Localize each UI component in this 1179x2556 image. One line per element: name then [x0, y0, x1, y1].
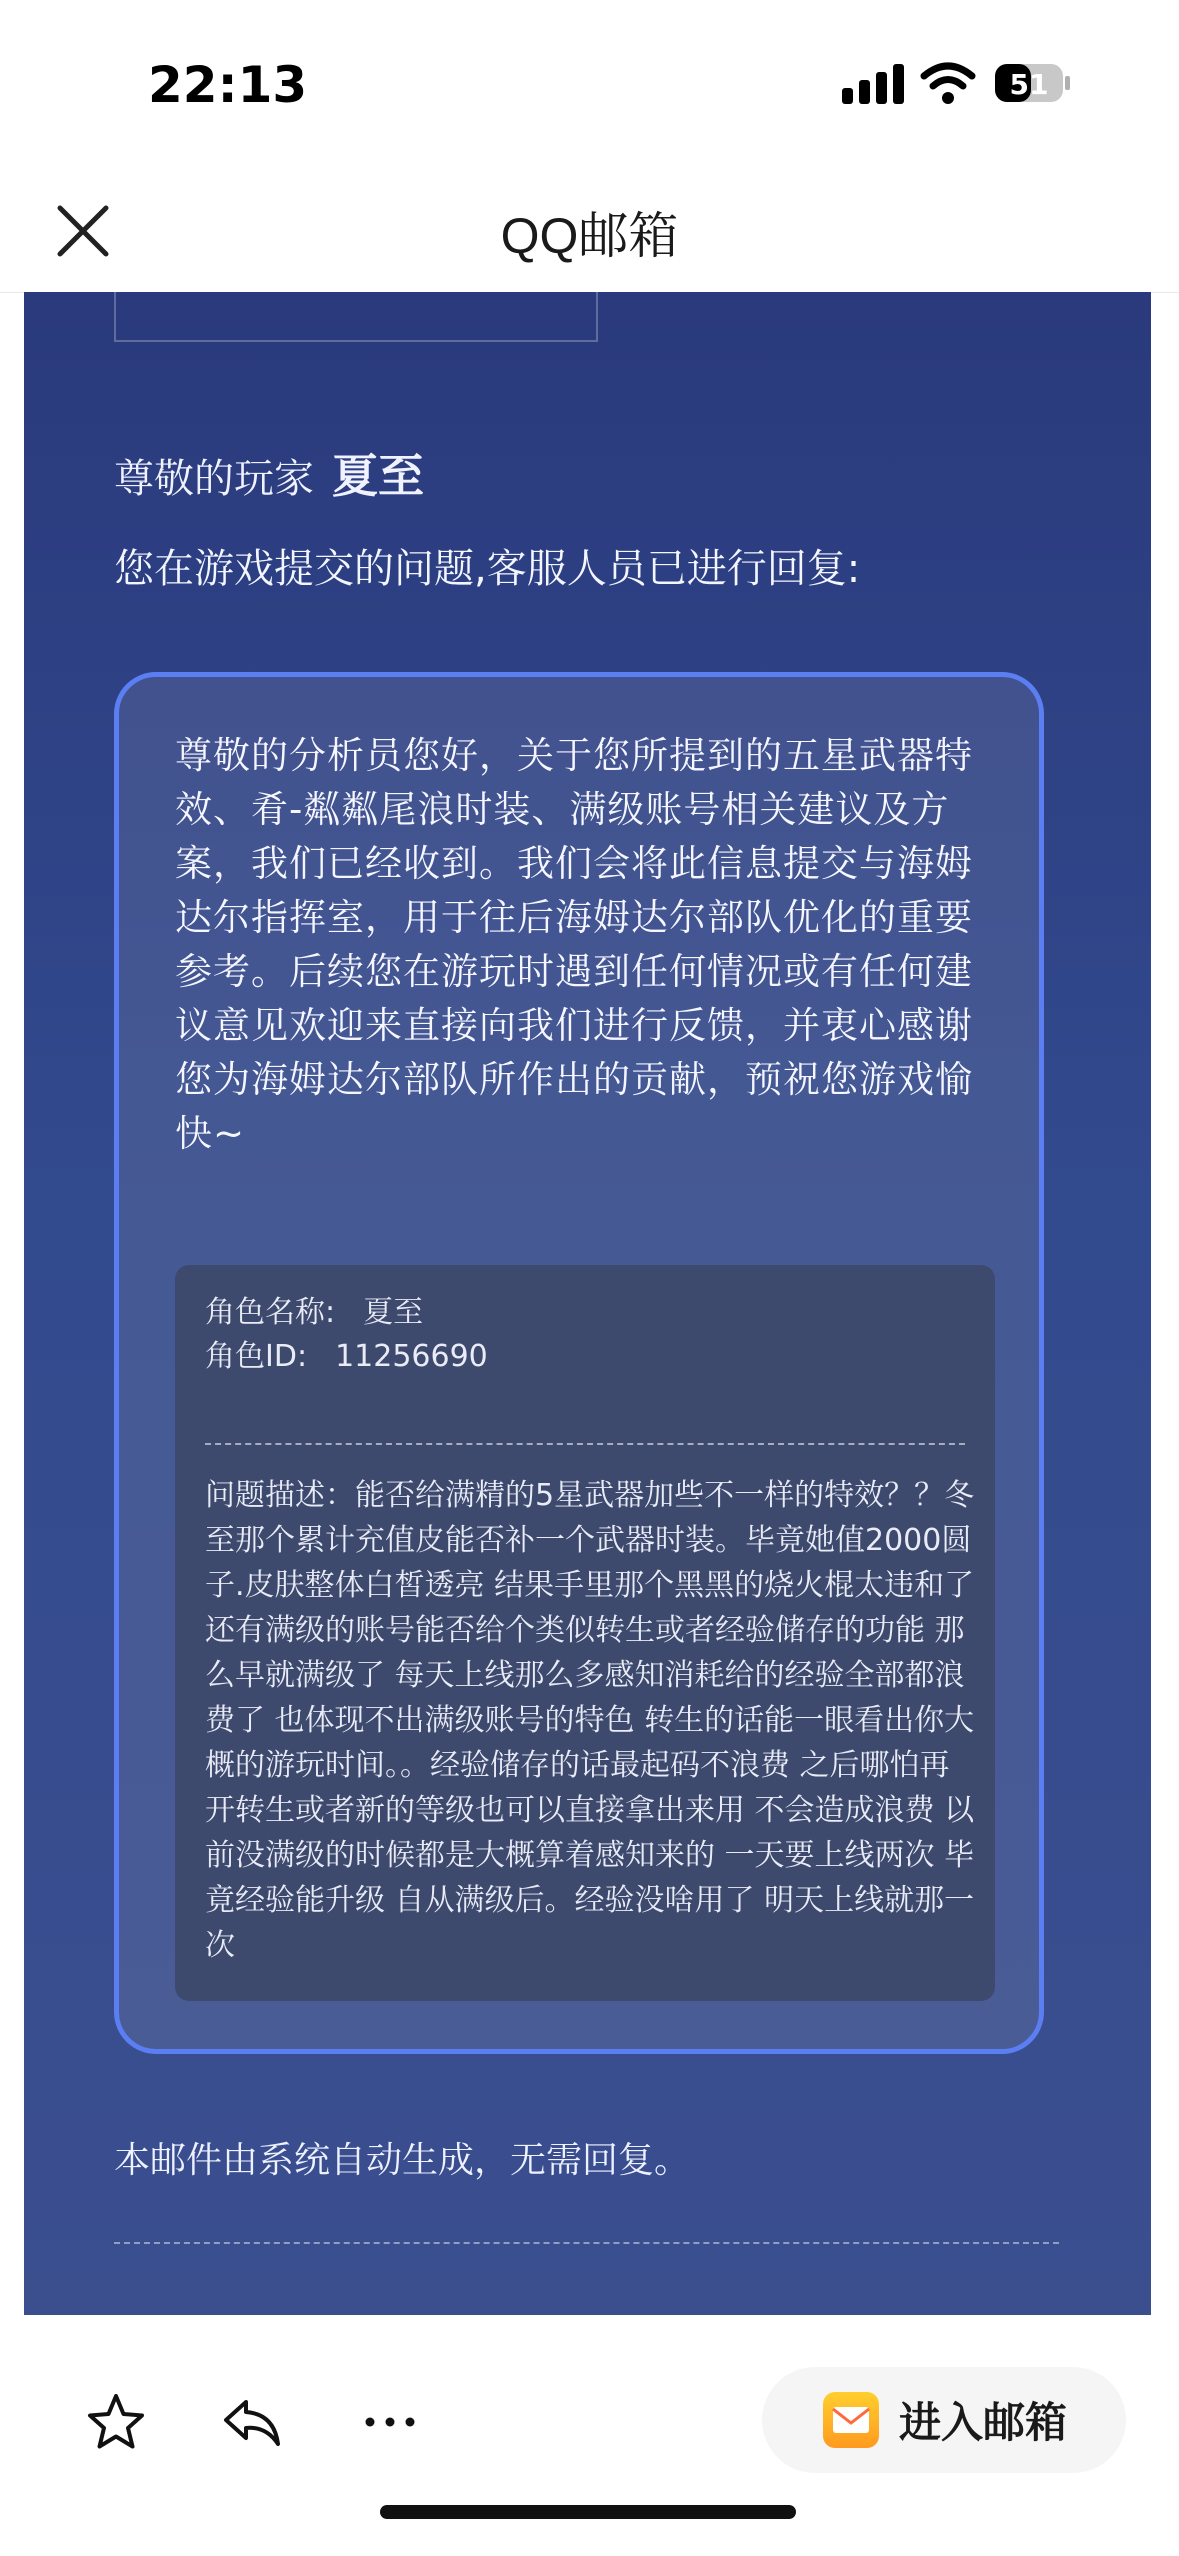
greeting-prefix: 尊敬的玩家	[114, 456, 314, 502]
banner-image-frame	[114, 292, 598, 342]
enter-mailbox-label: 进入邮箱	[898, 2398, 1067, 2447]
role-name-row	[205, 1287, 423, 1331]
role-name-value: 夏至	[363, 1295, 424, 1330]
issue-info-box	[175, 1265, 995, 2001]
more-icon[interactable]	[358, 2390, 422, 2454]
greeting	[114, 440, 424, 506]
footer-divider	[114, 2242, 1059, 2244]
battery-icon	[994, 62, 1072, 104]
reply-text: 尊敬的分析员您好，关于您所提到的五星武器特效、肴-粼粼尾浪时装、满级账号相关建议及方案，我们已经收到。我们会将此信息提交与海姆达尔指挥室，用于往后海姆达尔部队优化的重要参考。后续您在游玩时遇到任何情况或有任何建议意见欢迎来直接向我们进行反馈，并衷心感谢您为海姆达尔部队所作出的贡献，预祝您游戏愉快~	[175, 734, 973, 1155]
role-id-row	[205, 1331, 488, 1375]
wifi-icon	[920, 60, 976, 106]
bottom-toolbar	[0, 2315, 1179, 2556]
player-name: 夏至	[332, 449, 424, 503]
reply-icon[interactable]	[220, 2390, 284, 2454]
role-name-label: 角色名称:	[205, 1295, 336, 1330]
battery-level: 51	[1009, 68, 1049, 101]
star-icon[interactable]	[84, 2390, 148, 2454]
status-time: 22:13	[148, 56, 308, 114]
email-body	[24, 292, 1151, 2315]
role-id-label: 角色ID:	[205, 1339, 308, 1374]
mailbox-icon	[821, 2390, 881, 2450]
app-header	[0, 170, 1179, 293]
reply-card	[114, 672, 1044, 2054]
divider	[205, 1443, 965, 1445]
cellular-signal-icon	[842, 62, 904, 104]
enter-mailbox-button[interactable]	[762, 2367, 1126, 2473]
page-title: QQ邮箱	[500, 208, 679, 264]
intro-text: 您在游戏提交的问题,客服人员已进行回复:	[114, 546, 861, 592]
issue-description: 问题描述：能否给满精的5星武器加些不一样的特效？？冬至那个累计充值皮能否补一个武器时装。毕竟她值2000圆子.皮肤整体白皙透亮 结果手里那个黑黑的烧火棍太违和了 还有满级的账号能否给个类似转生或者经验储存的功能 那么早就满级了 每天上线那么多感知消耗给的经验全部都浪费了 也体现不出满级账号的特色 转生的话能一眼看出你大概的游玩时间。。经验储存的话最起码不浪费 之后哪怕再开转生或者新的等级也可以直接拿出来用 不会造成浪费 以前没满级的时候都是大概算着感知来的 一天要上线两次 毕竟经验能升级 自从满级后。经验没啥用了 明天上线就那一次	[205, 1478, 975, 1963]
auto-generated-note: 本邮件由系统自动生成，无需回复。	[114, 2140, 691, 2181]
role-id-value: 11256690	[335, 1339, 488, 1374]
status-bar	[0, 0, 1179, 170]
home-indicator[interactable]	[380, 2505, 796, 2519]
